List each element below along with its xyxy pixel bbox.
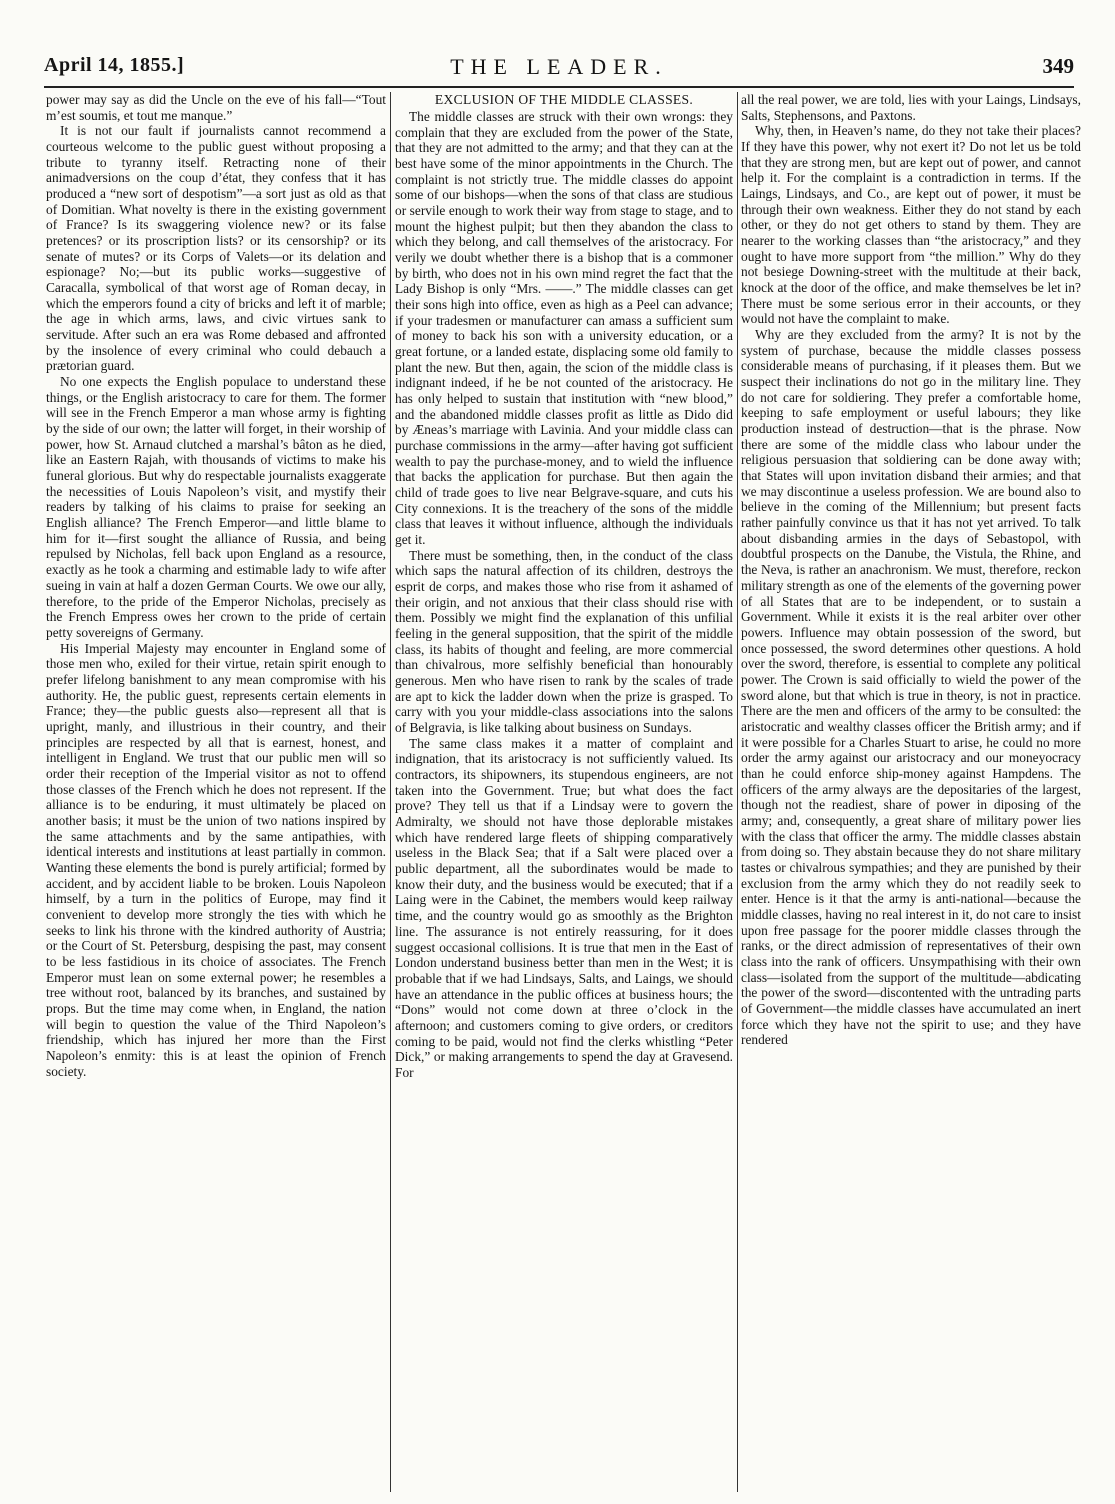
col3-paragraph-1: all the real power, we are told, lies with your Laings, Lindsays, Salts, Stephensons, and Paxtons. bbox=[741, 92, 1081, 123]
col1-paragraph-1: power may say as did the Uncle on the eve of his fall—“Tout m’est soumis, et tout me manque.” bbox=[46, 92, 386, 123]
column-3 bbox=[741, 92, 1081, 1492]
col3-paragraph-2: Why, then, in Heaven’s name, do they not take their places? If they have this power, why not exert it? Do not let us be told that they are strong men, but are kept out of power, and cannot help it. For the complaint is a contradiction in terms. If the Laings, Lindsays, and Co., are kept out of power, it must be through their own weakness. Either they do not stand by each other, or they do not get others to stand by them. They are nearer to the working classes than “the aristocracy,” and they ought to have more support from “the million.” Why do they not besiege Downing-street with the multitude at their back, knock at the door of the office, and make themselves be let in? There must be some serious error in their accounts, or they would not have the complaint to make. bbox=[741, 123, 1081, 327]
col1-paragraph-3: No one expects the English populace to understand these things, or the English aristocracy to care for them. The former will see in the French Emperor a man whose army is fighting by the side of our own; the latter will forget, in their worship of power, how St. Arnaud clutched a marshal’s bâton as he died, like an Eastern Rajah, with thousands of victims to make his funeral glorious. But why do respectable journalists exaggerate the necessities of Louis Napoleon’s visit, and mystify their readers by talking of his claims to praise for seeking an English alliance? The French Emperor—and little blame to him for it—first sought the alliance of Russia, and being repulsed by Nicholas, fell back upon England as a resource, exactly as he took a charming and estimable lady to wife after sueing in vain at half a dozen German Courts. We owe our ally, therefore, to the pride of the Emperor Nicholas, precisely as the French Empress owes her crown to the pride of certain petty sovereigns of Germany. bbox=[46, 374, 386, 640]
col3-paragraph-3: Why are they excluded from the army? It is not by the system of purchase, because the middle classes possess considerable means of purchasing, if it pleases them. But we suspect their inclinations do not go in the military line. They do not care for soldiering. They prefer a comfortable home, keeping to safe employment or useful labours; they like production instead of destruction—that is the phrase. Now there are some of the middle class who labour under the religious persuasion that soldiering can be done away with; that States will upon invitation disband their armies; and that we may discontinue a useless profession. We are bound also to believe in the coming of the Millennium; but present facts rather painfully convince us that it has not yet arrived. To talk about disbanding armies in the days of Sebastopol, with doubtful prospects on the Danube, the Vistula, the Rhine, and the Neva, is rather an anachronism. We must, therefore, reckon military strength as one of the elements of the governing power of all States that are to be independent, or to sustain a Government. While it exists it is the real arbiter over other powers. Influence may obtain possession of the sword, but once possessed, the sword determines other questions. A hold over the sword, therefore, is essential to complete any political power. The Crown is said officially to wield the power of the sword alone, but that which is true in theory, is not in practice. There are the men and officers of the army to be consulted: the aristocratic and wealthy classes officer the British army; and if it were possible for a Charles Stuart to arise, he could no more order the army against our aristocracy and our moneyocracy than he could enforce ship-money against Hampdens. The officers of the army always are the depositaries of the largest, though not the readiest, share of power in diposing of the army; and, consequently, a great share of military power lies with the class that officer the army. The middle classes abstain from doing so. They abstain because they do not share military tastes or chivalrous sympathies; and they are punished by their exclusion from the army which they do not readily seek to enter. Hence is it that the army is anti-national—because the middle classes, having no real interest in it, do not care to insist upon free passage for the poorer middle classes through the ranks, or the direct admission of representatives of their own class into the rank of officers. Unsympathising with their own class—isolated from the support of the multitude—abdicating the power of the sword—discontented with the untrading parts of Government—the middle classes have accumulated an inert force which they have not the spirit to use; and they have rendered bbox=[741, 327, 1081, 1048]
article-heading: EXCLUSION OF THE MIDDLE CLASSES. bbox=[434, 92, 694, 107]
publication-title: THE LEADER. bbox=[450, 54, 668, 79]
column-1 bbox=[46, 92, 386, 1492]
col1-paragraph-4: His Imperial Majesty may encounter in England some of those men who, exiled for their virtue, retain spirit enough to prefer lifelong banishment to any mean compromise with his authority. He, the public guest, represents certain elements in France; they—the public guests also—represent all that is upright, manly, and illustrious in their country, and their principles are respected by all that is earnest, honest, and intelligent in England. We trust that our public men will so order their reception of the Imperial visitor as not to offend those classes of the French which he does not represent. If the alliance is to be enduring, it must ultimately be placed on another basis; it must be the union of two nations inspired by the same attachments and by the same antipathies, with identical interests and institutions at least partially in common. Wanting these elements the bond is purely artificial; formed by accident, and by accident liable to be broken. Louis Napoleon himself, by a turn in the politics of Europe, may find it convenient to develop more strongly the ties with which he seeks to link his throne with the kindred authority of Austria; or the Court of St. Petersburg, despising the past, may consent to be less fastidious in its choice of associates. The French Emperor must lean on some external power; he resembles a tree without root, balanced by its branches, and sustained by props. But the time may come when, in England, the nation will begin to question the value of the Third Napoleon’s friendship, which has injured her more than the First Napoleon’s enmity: this is at least the opinion of French society. bbox=[46, 640, 386, 1079]
masthead bbox=[44, 52, 1074, 80]
header-rule bbox=[44, 86, 1074, 88]
col1-paragraph-2: It is not our fault if journalists cannot recommend a courteous welcome to the public guest without proposing a tribute to tyranny itself. Retracting none of their animadversions on the coup d’état, they confess that it has produced a “new sort of despotism”—a sort just as old as that of Domitian. What novelty is there in the existing government of France? Is its swaggering violence new? or its false pretences? or its proscription lists? or its censorship? or its senate of mutes? or its Corps of Valets—or its delation and espionage? No;—but its public works—suggestive of Caracalla, symbolical of that worst age of Roman decay, in which the emperors found a city of bricks and left it of marble; the age in which arms, laws, and civic virtues sank to servitude. After such an era was Rome debased and affronted by the insolence of every criminal who could debauch a prætorian guard. bbox=[46, 123, 386, 374]
col2-paragraph-2: There must be something, then, in the conduct of the class which saps the natural affection of its children, destroys the esprit de corps, and makes those who rise from it ashamed of their origin, and not anxious that their class should rise with them. Possibly we might find the explanation of this unfilial feeling in the general supposition, that the spirit of the middle class, its habits of thought and feeling, are more commercial than chivalrous, more selfishly beneficial than honourably generous. Men who have risen to rank by the scales of trade are apt to kick the ladder down when the prize is grasped. To carry with you your middle-class associations into the salons of Belgravia, is like talking about business on Sundays. bbox=[395, 547, 733, 736]
col2-paragraph-1: The middle classes are struck with their own wrongs: they complain that they are excluded from the power of the State, that they are not admitted to the army; and that they can at the best have some of the minor appointments in the Church. The complaint is not strictly true. The middle classes do appoint some of our bishops—when the sons of that class are studious or servile enough to work their way from stage to stage, and to mount the highest pulpit; but then they abandon the class to which they belong, and call themselves of the aristocracy. For verily we doubt whether there is a bishop that is a commoner by birth, who does not in his own mind regret the fact that the Lady Bishop is only “Mrs. ——.” The middle classes can get their sons high into office, even as high as a Peel can advance; if your tradesmen or manufacturer can amass a sufficient sum of money to back his son with a university education, or a great fortune, or a landed estate, displacing some old family to plant the new. But then, again, the scion of the middle class is indignant indeed, if he be not counted of the aristocracy. He has only helped to sustain that institution with “new blood,” and the abandoned middle classes profit as little as Dido did by Æneas’s marriage with Lavinia. And your middle class can purchase commissions in the army—after having got sufficient wealth to pay the purchase-money, and to wield the influence that backs the application for purchase. But then again the child of trade goes to live near Belgrave-square, and cuts his City connexions. It is the treachery of the sons of the middle class that leaves it without influence, although the individuals get it. bbox=[395, 108, 733, 548]
issue-date: April 14, 1855.] bbox=[44, 54, 185, 76]
col2-paragraph-3: The same class makes it a matter of complaint and indignation, that its aristocracy is not sufficiently valued. Its contractors, its shipowners, its stupendous engineers, are not taken into the Government. True; but what does the fact prove? They tell us that if a Lindsay were to govern the Admiralty, we should not have those deplorable mistakes which have rendered large fleets of shipping comparatively useless in the Black Sea; that if a Salt were placed over a public department, all the subordinates would be made to know their duty, and the business would be executed; that if a Laing were in the Cabinet, the members would keep railway time, and the country would go as smoothly as the Brighton line. The assurance is not entirely reassuring, for it does suggest occasional collisions. It is true that men in the East of London understand business better than men in the West; it is probable that if we had Lindsays, Salts, and Laings, we should have an attendance in the public offices at business hours; the “Dons” would not come down at three o’clock in the afternoon; and customers coming to give orders, or creditors coming to be paid, would not find the clerks whistling “Peter Dick,” or making arrangements to spend the day at Gravesend. For bbox=[395, 735, 733, 1080]
column-divider-2 bbox=[737, 92, 738, 1492]
column-2 bbox=[395, 92, 733, 1492]
page-number: 349 bbox=[1042, 54, 1074, 78]
column-divider-1 bbox=[390, 92, 391, 1492]
